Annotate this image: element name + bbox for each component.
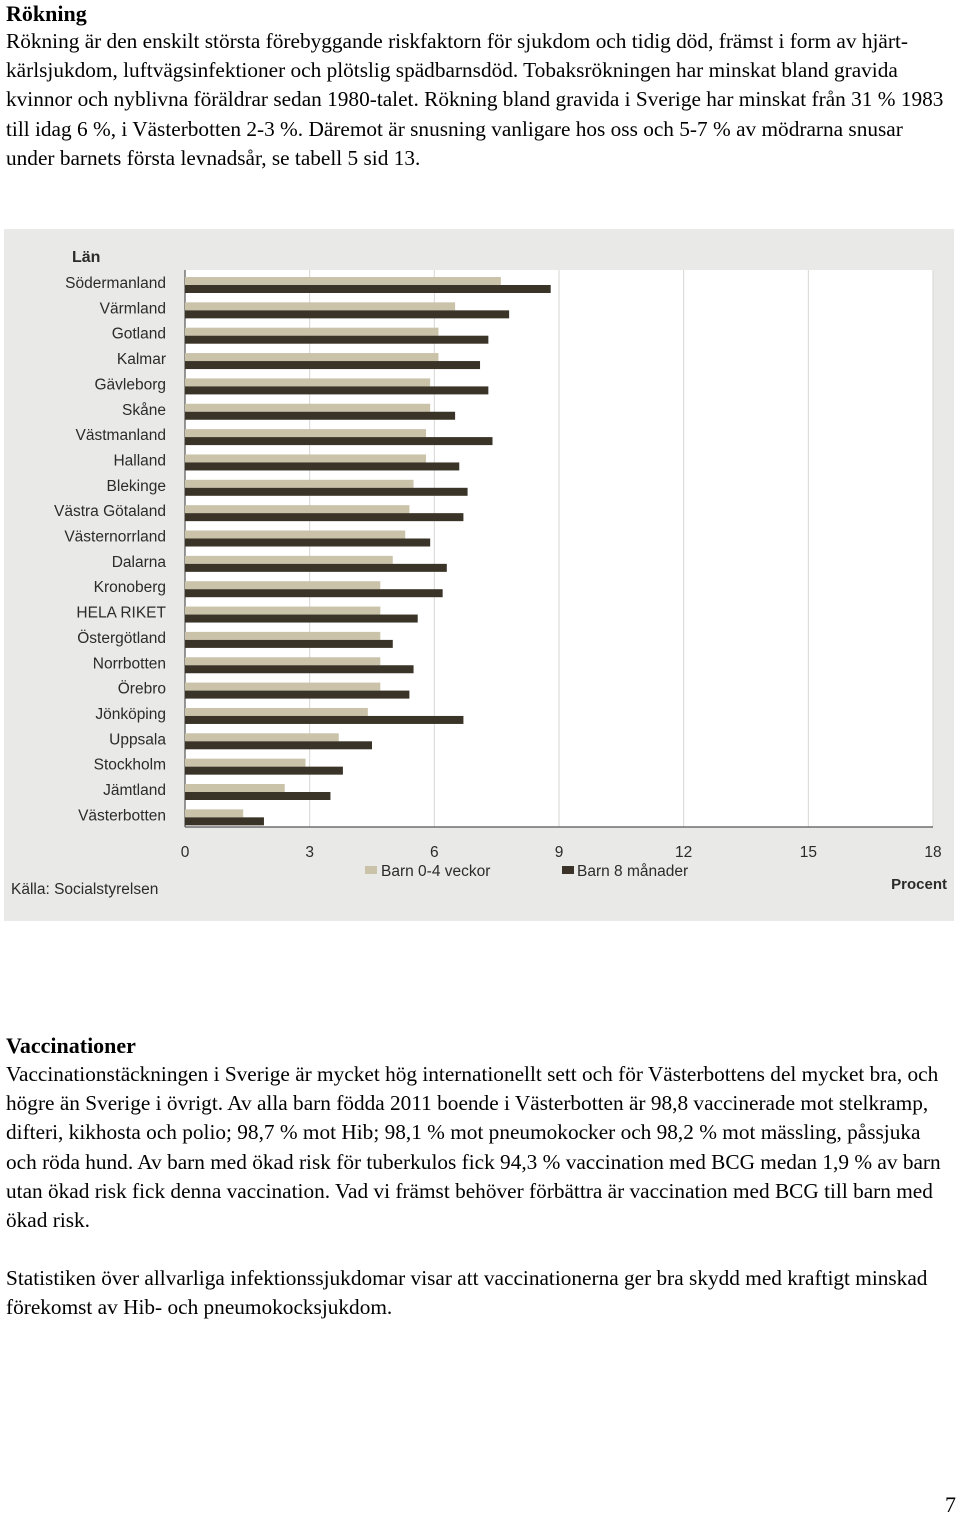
- bar-barn-8-manader-gotland: [185, 336, 488, 344]
- bar-barn-8-manader-vastra-gotaland: [185, 513, 463, 521]
- x-tick-label: 6: [430, 844, 439, 861]
- category-label-hela-riket: HELA RIKET: [76, 604, 166, 622]
- category-label-kronoberg: Kronoberg: [93, 579, 166, 597]
- category-label-gotland: Gotland: [111, 325, 166, 343]
- category-label-halland: Halland: [113, 452, 166, 470]
- bar-barn-0-4-veckor-vasterbotten: [185, 809, 243, 817]
- bar-barn-0-4-veckor-skane: [185, 404, 430, 412]
- category-label-skane: Skåne: [122, 401, 166, 419]
- category-label-norrbotten: Norrbotten: [92, 655, 166, 673]
- bar-barn-0-4-veckor-stockholm: [185, 759, 306, 767]
- category-label-uppsala: Uppsala: [109, 731, 166, 749]
- category-label-varmland: Värmland: [99, 300, 166, 318]
- bar-barn-8-manader-kronoberg: [185, 589, 443, 597]
- bar-barn-0-4-veckor-ostergotland: [185, 632, 380, 640]
- category-labels: [54, 275, 167, 824]
- category-label-sodermanland: Södermanland: [65, 275, 166, 292]
- bar-barn-0-4-veckor-dalarna: [185, 556, 393, 564]
- bar-barn-8-manader-jamtland: [185, 792, 330, 800]
- bar-barn-8-manader-vasterbotten: [185, 817, 264, 825]
- bar-barn-8-manader-dalarna: [185, 564, 447, 572]
- legend-swatch-barn-8-manader: [562, 866, 574, 874]
- smoking-chart: [4, 229, 954, 921]
- category-label-ostergotland: Östergötland: [77, 629, 166, 647]
- category-label-dalarna: Dalarna: [111, 553, 166, 571]
- category-label-orebro: Örebro: [117, 680, 166, 698]
- bar-barn-8-manader-gavleborg: [185, 386, 488, 394]
- smoking-heading: Rökning: [6, 1, 87, 26]
- chart-source-label: Källa: Socialstyrelsen: [11, 881, 159, 898]
- bar-chart-svg: [4, 229, 954, 921]
- bar-barn-8-manader-vastmanland: [185, 437, 493, 445]
- bar-barn-8-manader-jonkoping: [185, 716, 463, 724]
- category-label-vastmanland: Västmanland: [75, 427, 166, 445]
- x-tick-label: 18: [924, 844, 942, 861]
- category-label-jonkoping: Jönköping: [95, 705, 166, 723]
- category-label-vasterbotten: Västerbotten: [78, 807, 166, 825]
- x-tick-label: 3: [305, 844, 314, 861]
- bar-barn-0-4-veckor-kronoberg: [185, 581, 380, 589]
- category-label-vasternorrland: Västernorrland: [64, 528, 166, 546]
- bar-barn-0-4-veckor-orebro: [185, 683, 380, 691]
- x-tick-labels: [181, 844, 942, 861]
- category-label-vastra-gotaland: Västra Götaland: [53, 503, 166, 521]
- x-tick-label: 12: [675, 844, 693, 861]
- bar-barn-8-manader-halland: [185, 462, 459, 470]
- bar-barn-0-4-veckor-uppsala: [185, 733, 339, 741]
- legend: [365, 863, 688, 880]
- x-tick-label: 15: [799, 844, 817, 861]
- bar-barn-0-4-veckor-halland: [185, 454, 426, 462]
- bar-barn-8-manader-hela-riket: [185, 615, 418, 623]
- bar-barn-8-manader-varmland: [185, 310, 509, 318]
- bar-barn-8-manader-ostergotland: [185, 640, 393, 648]
- category-label-gavleborg: Gävleborg: [94, 376, 166, 394]
- bar-barn-8-manader-kalmar: [185, 361, 480, 369]
- bar-barn-0-4-veckor-norrbotten: [185, 657, 380, 665]
- category-label-blekinge: Blekinge: [106, 477, 166, 495]
- x-tick-label: 0: [180, 844, 190, 861]
- bar-barn-8-manader-stockholm: [185, 767, 343, 775]
- smoking-paragraph: Rökning är den enskilt största förebyggande riskfaktorn för sjukdom och tidig död, främst i form av hjärt-kärlsjukdom, luftvägsinfektioner och plötslig spädbarnsdöd. Tobaksrökningen har minskat bland gravida kvinnor och nyblivna föräldrar sedan 1980-talet. Rökning bland gravida i Sverige har minskat från 31 % 1983 till idag 6 %, i Västerbotten 2-3 %. Däremot är snusning vanligare hos oss och 5-7 % av mödrarna snusar under barnets första levnadsår, se tabell 5 sid 13.: [6, 29, 944, 170]
- bar-barn-0-4-veckor-vastra-gotaland: [185, 505, 409, 513]
- bar-barn-8-manader-blekinge: [185, 488, 468, 496]
- bar-barn-0-4-veckor-blekinge: [185, 480, 414, 488]
- category-axis-title: Län: [72, 249, 101, 266]
- category-label-stockholm: Stockholm: [93, 756, 166, 774]
- x-axis-unit-label: Procent: [891, 876, 947, 893]
- legend-swatch-barn-0-4-veckor: [365, 866, 377, 874]
- bar-barn-8-manader-norrbotten: [185, 665, 414, 673]
- bar-barn-8-manader-skane: [185, 412, 455, 420]
- bar-barn-0-4-veckor-varmland: [185, 302, 455, 310]
- legend-label-barn-0-4-veckor: Barn 0-4 veckor: [381, 863, 491, 880]
- bar-barn-0-4-veckor-hela-riket: [185, 607, 380, 615]
- bar-barn-8-manader-orebro: [185, 691, 409, 699]
- bar-barn-8-manader-sodermanland: [185, 285, 551, 293]
- bar-barn-0-4-veckor-gavleborg: [185, 378, 430, 386]
- bar-barn-0-4-veckor-kalmar: [185, 353, 438, 361]
- category-label-kalmar: Kalmar: [116, 351, 166, 369]
- bar-barn-0-4-veckor-vasternorrland: [185, 531, 405, 539]
- x-tick-label: 9: [554, 844, 564, 861]
- bar-barn-0-4-veckor-sodermanland: [185, 277, 501, 285]
- page-number: 7: [945, 1492, 956, 1517]
- vaccination-paragraph-1: Vaccinationstäckningen i Sverige är mycket hög internationellt sett och för Västerbottens del mycket bra, och högre än Sverige i övrigt. Av alla barn födda 2011 boende i Västerbotten är 98,8 vaccinerade mot stelkramp, difteri, kikhosta och polio; 98,7 % mot Hib; 98,1 % mot pneumokocker och 98,2 % mot mässling, påssjuka och röda hund. Av barn med ökad risk för tuberkulos fick 94,3 % vaccination med BCG medan 1,9 % av barn utan ökad risk fick denna vaccination. Vad vi främst behöver förbättra är vaccination med BCG till barn med ökad risk.: [6, 1062, 941, 1233]
- vaccination-paragraph-2: Statistiken över allvarliga infektionssjukdomar visar att vaccinationerna ger bra skydd med kraftigt minskad förekomst av Hib- och pneumokocksjukdom.: [6, 1266, 928, 1320]
- bar-barn-0-4-veckor-gotland: [185, 328, 438, 336]
- bar-barn-0-4-veckor-jamtland: [185, 784, 285, 792]
- category-label-jamtland: Jämtland: [103, 782, 166, 799]
- bar-barn-8-manader-uppsala: [185, 741, 372, 749]
- bar-barn-8-manader-vasternorrland: [185, 539, 430, 547]
- bar-barn-0-4-veckor-vastmanland: [185, 429, 426, 437]
- vaccination-heading: Vaccinationer: [6, 1033, 136, 1058]
- legend-label-barn-8-manader: Barn 8 månader: [577, 863, 689, 880]
- bar-barn-0-4-veckor-jonkoping: [185, 708, 368, 716]
